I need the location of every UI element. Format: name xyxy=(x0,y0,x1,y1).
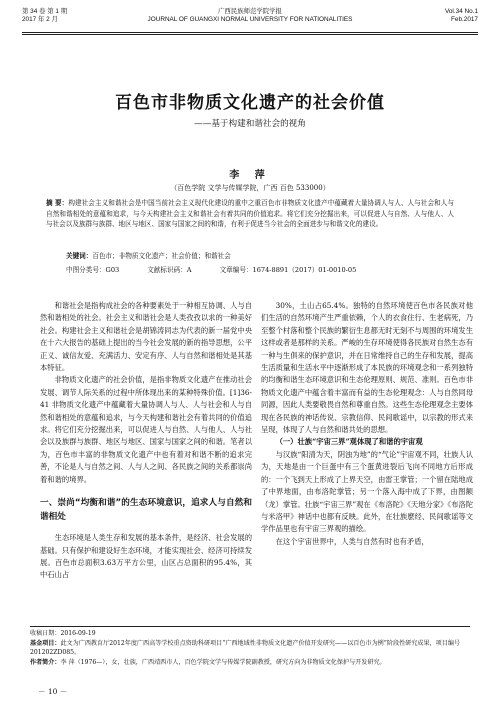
clc-number: 中图分类号：G03 xyxy=(66,266,120,274)
paragraph: 与汉族“阳清为天，阴浊为地”的“气论”宇宙观不同，壮族人认为，天地是由一个巨蛋中有三个蛋黄进裂后飞向不同地方后形成的：一个飞到天上形成了上界天空，由雷王掌管；一个留在陆地成了中界地面，由布洛陀掌管；另一个落入海中成了下界，由图额（龙）掌管。壮族“宇宙三界”观在《布洛陀》《天地分家》《布洛陀与米洛甲》神话中也都有反映。此外，在壮族麽经、民间歌谣等文学作品里也有宇宙三界观的描绘。 xyxy=(261,449,473,534)
footnote-rule xyxy=(30,626,470,627)
journal-name-cn: 广西民族师范学院学报 xyxy=(218,8,282,15)
author-name: 李 萍 xyxy=(229,170,271,181)
issue-info-en xyxy=(445,8,478,24)
author-bio-text: 李 萍（1976—），女，壮族，广西靖西市人，百色学院文学与传媒学院副教授，研究方向为非物质文化保护与开发研究。 xyxy=(60,658,386,666)
journal-header xyxy=(22,8,478,30)
paragraph: 和谐社会是指构成社会的各种要素处于一种相互协调、人与自然和谐相处的社会。社会主义和谐社会是人类孜孜以求的一种美好社会。构建社会主义和谐社会是胡锦涛同志为代表的新一届党中央在十六大报告的基础上提出的当今社会发展的新的指导思想，公平正义、诚信友爱、充满活力、安定有序、人与自然和谐相处是其基本特征。 xyxy=(40,301,252,373)
journal-name xyxy=(22,8,478,24)
journal-name-en: JOURNAL OF GUANGXI NORMAL UNIVERSITY FOR NATIONALITIES xyxy=(147,16,353,23)
classification-line xyxy=(66,264,454,274)
volume-issue: 第 34 卷 第 1 期 xyxy=(22,8,68,15)
document-code: 文献标识码：A xyxy=(147,266,192,274)
author-bio xyxy=(30,658,470,668)
volume-issue-en: Vol.34 No.1 xyxy=(444,8,478,15)
paragraph: 在这个宇宙世界中，人类与自然有时也有矛盾， xyxy=(275,536,429,546)
paragraph: 非物质文化遗产的社会价值，是指非物质文化遗产在推动社会发展、调节人际关系的过程中所体现出来的某种特殊价值。[1]36-41 非物质文化遗产中蕴藏着大量协调人与人、人与社会和人与自然和谐相处的意蕴和追求，与今天构建和谐社会有着共同的价值追求。将它们充分挖掘出来，可以促进人与自然、人与他人、人与社会以及族群与族群、地区与地区、国家与国家之间的和谐。笔者以为，百色市丰富的非物质文化遗产中也有着对和谐不断的追求完善，不论是人与自然之间、人与人之间、各民族之间的关系都崇尚着和谐的境界。 xyxy=(40,375,252,484)
section-heading: 一、崇尚“均衡和谐”的生态环境意识，追求人与自然和谐相处 xyxy=(40,498,252,523)
abstract-label: 摘 要： xyxy=(46,199,69,207)
fund-note xyxy=(30,639,470,658)
fund-label: 基金项目： xyxy=(30,639,61,647)
footnotes xyxy=(30,629,470,667)
issue-date: 2017 年 2 月 xyxy=(22,16,58,23)
abstract-text: 构建社会主义和谐社会是中国当前社会主义现代化建设的重中之重百色市非物质文化遗产中蕴藏着大量协调人与人、人与社会和人与自然和谐相处的意蕴和追求，与今天构建社会主义和谐社会有着共同的价值追求。将它们充分挖掘出来，可以促进人与自然、人与他人、人与社会以及族群与族群、地区与地区、国家与国家之间的和谐，有利于促进当今社会的全面进步与和谐文化的建设。 xyxy=(46,199,455,229)
subsection-heading: （一）壮族“宇宙三界”观体现了和谐的宇宙观 xyxy=(275,437,423,447)
page-number: － 10 － xyxy=(38,687,68,696)
paragraph: 30%，土山占65.4%。独特的自然环境使百色市各民族对他们生活的自然环境产生严重依赖，个人的衣食住行、生老病死，乃至整个村落和整个民族的繁衍生息都无时无刻不与周围的环境发生这样或者是那样的关系。严峻的生存环境使得各民族对自然生态有一种与生俱来的保护意识，并在日常维持自己的生存和发展，提高生活质量和生活水平中逐渐形成了本民族的环境观念和一系列独特的均衡和谐生态环境意识和生态伦理原则、规范、准则。百色市非物质文化遗产中蕴含着丰富而有益的生态伦理观念：人与自然同母同源，因此人类要敬畏自然和尊重自然。这些生态伦理观念主要体现在各民族的神话传说、宗教信仰、民间歌谣中，以宗教的形式来呈现，体现了人与自然和谐共处的思想。 xyxy=(261,301,473,435)
left-column xyxy=(40,300,252,582)
author-bio-label: 作者简介： xyxy=(30,658,61,666)
article-subtitle: ——基于构建和谐社会的视角 xyxy=(194,119,306,129)
fund-text: 此文为广西教育厅2012年度广西高等学校重点资助科研项目“广西地域性非物质文化遗产价值开发研究——以百色市为例”阶段性研究成果，项目编号201202ZD085。 xyxy=(30,639,461,657)
author-affiliation: （百色学院 文学与传媒学院，广西 百色 533000） xyxy=(170,184,330,192)
received-date: 收稿日期：2016-09-19 xyxy=(30,630,96,637)
issue-date-en: Feb.2017 xyxy=(450,16,478,23)
article-title: 百色市非物质文化遗产的社会价值 xyxy=(115,93,385,113)
keywords xyxy=(66,250,454,260)
paragraph: 生态环境是人类生存和发展的基本条件，是经济、社会发展的基础。只有保护和建设好生态环境，才能实现社会、经济可持续发展。百色市总面积3.63万平方公里，山区占总面积的95.4%，其中石山占 xyxy=(40,533,252,580)
article-number: 文章编号：1674-8891（2017）01-0010-05 xyxy=(219,266,357,274)
header-rule-bottom xyxy=(22,34,478,35)
right-column xyxy=(261,300,473,548)
keywords-label: 关键词： xyxy=(66,252,93,260)
abstract xyxy=(46,198,454,230)
header-rule-top xyxy=(22,32,478,33)
keywords-text: 百色市；非物质文化遗产；社会价值；和谐社会 xyxy=(92,252,231,260)
